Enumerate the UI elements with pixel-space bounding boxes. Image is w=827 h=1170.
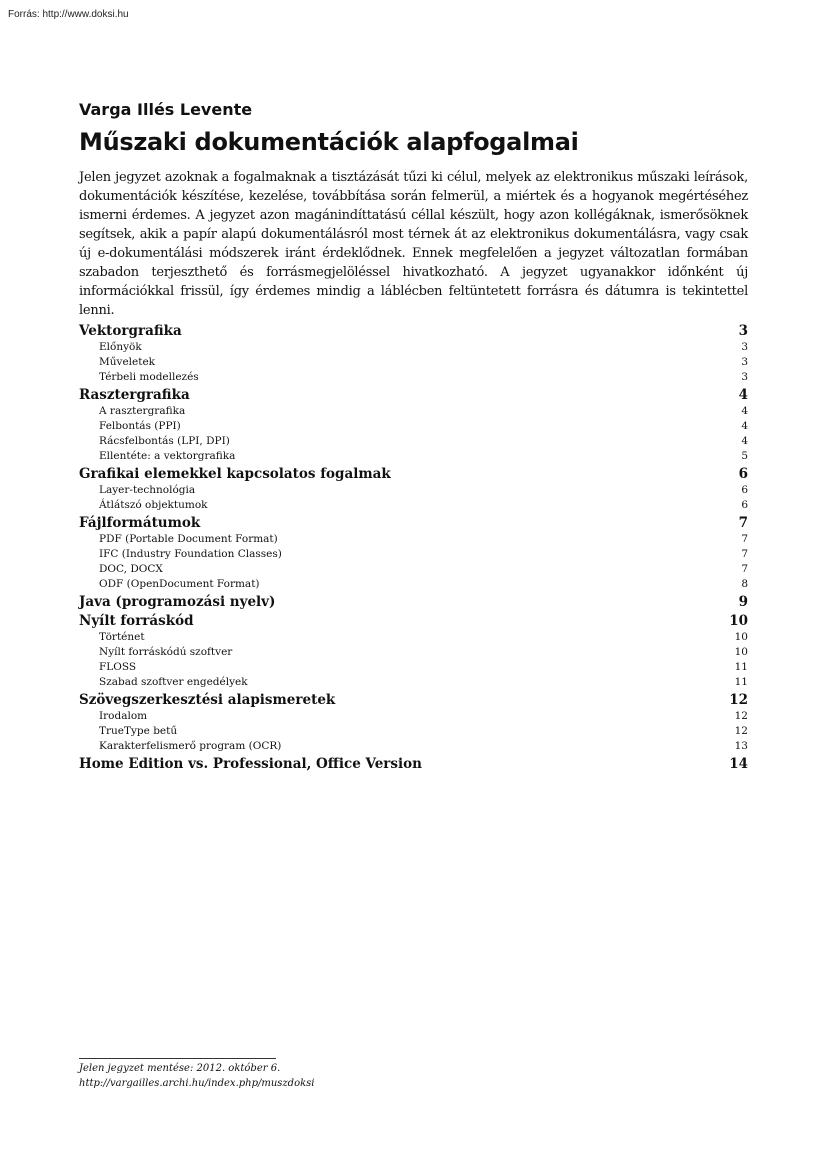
toc-entry-page: 4 — [738, 387, 748, 403]
toc-subentry-label: Irodalom — [99, 710, 148, 722]
toc-subentry-page: 13 — [734, 740, 748, 752]
toc-subentry[interactable] — [79, 434, 748, 449]
toc-entry-label: Grafikai elemekkel kapcsolatos fogalmak — [79, 466, 391, 482]
toc-subentry[interactable] — [79, 739, 748, 754]
toc-subentry[interactable] — [79, 630, 748, 645]
toc-entry-label: Java (programozási nyelv) — [79, 594, 276, 610]
toc-subentry-label: Szabad szoftver engedélyek — [99, 676, 248, 688]
toc-subentry-page: 7 — [741, 533, 748, 545]
toc-subentry[interactable] — [79, 483, 748, 498]
footnote-url[interactable]: http://vargailles.archi.hu/index.php/muszdoksi — [79, 1078, 315, 1089]
toc-subentry-page: 4 — [741, 435, 748, 447]
toc-subentry-label: Térbeli modellezés — [99, 371, 199, 383]
author-name: Varga Illés Levente — [79, 100, 253, 119]
toc-entry[interactable] — [79, 593, 748, 611]
document-title: Műszaki dokumentációk alapfogalmai — [79, 128, 579, 156]
toc-subentry[interactable] — [79, 340, 748, 355]
toc-subentry[interactable] — [79, 675, 748, 690]
toc-subentry-page: 7 — [741, 548, 748, 560]
toc-entry-label: Home Edition vs. Professional, Office Version — [79, 756, 422, 772]
toc-subentry[interactable] — [79, 577, 748, 592]
toc-entry[interactable] — [79, 691, 748, 709]
toc-entry-label: Fájlformátumok — [79, 515, 201, 531]
toc-subentry-label: Karakterfelismerő program (OCR) — [99, 740, 282, 752]
toc-subentry-label: Ellentéte: a vektorgrafika — [99, 450, 236, 462]
toc-subentry-page: 3 — [741, 356, 748, 368]
toc-subentry-label: Előnyök — [99, 341, 142, 353]
toc-subentry-label: DOC, DOCX — [99, 563, 163, 575]
toc-subentry[interactable] — [79, 709, 748, 724]
toc-subentry-page: 3 — [741, 341, 748, 353]
toc-subentry[interactable] — [79, 660, 748, 675]
toc-entry-page: 12 — [729, 692, 748, 708]
toc-subentry-page: 6 — [741, 499, 748, 511]
toc-entry-label: Vektorgrafika — [79, 323, 182, 339]
toc-subentry[interactable] — [79, 404, 748, 419]
toc-subentry-label: Műveletek — [99, 356, 156, 368]
table-of-contents — [79, 322, 748, 773]
toc-entry[interactable] — [79, 514, 748, 532]
toc-subentry-label: Történet — [99, 631, 145, 643]
toc-subentry-label: Layer-technológia — [99, 484, 196, 496]
toc-subentry-label: TrueType betű — [99, 725, 178, 737]
footnote-date: Jelen jegyzet mentése: 2012. október 6. — [79, 1063, 281, 1074]
toc-subentry-page: 11 — [734, 661, 748, 673]
toc-entry-page: 7 — [738, 515, 748, 531]
toc-entry-page: 6 — [738, 466, 748, 482]
toc-subentry-page: 10 — [734, 646, 748, 658]
toc-entry[interactable] — [79, 322, 748, 340]
toc-subentry[interactable] — [79, 370, 748, 385]
toc-entry[interactable] — [79, 755, 748, 773]
toc-subentry-page: 12 — [734, 710, 748, 722]
toc-entry-page: 3 — [738, 323, 748, 339]
toc-subentry-label: Nyílt forráskódú szoftver — [99, 646, 233, 658]
toc-subentry[interactable] — [79, 645, 748, 660]
footnote-rule — [79, 1058, 276, 1059]
footnote — [79, 1058, 379, 1091]
toc-subentry-page: 10 — [734, 631, 748, 643]
toc-entry-page: 14 — [729, 756, 748, 772]
toc-subentry-label: ODF (OpenDocument Format) — [99, 578, 260, 590]
toc-entry-page: 10 — [729, 613, 748, 629]
toc-subentry-page: 4 — [741, 405, 748, 417]
source-url: Forrás: http://www.doksi.hu — [8, 9, 129, 20]
toc-subentry[interactable] — [79, 532, 748, 547]
toc-subentry-label: IFC (Industry Foundation Classes) — [99, 548, 282, 560]
toc-entry-label: Rasztergrafika — [79, 387, 190, 403]
toc-subentry[interactable] — [79, 498, 748, 513]
toc-subentry[interactable] — [79, 419, 748, 434]
toc-subentry-page: 11 — [734, 676, 748, 688]
toc-subentry[interactable] — [79, 547, 748, 562]
toc-subentry-page: 4 — [741, 420, 748, 432]
toc-subentry-label: Átlátszó objektumok — [99, 499, 208, 511]
toc-subentry-label: Felbontás (PPI) — [99, 420, 181, 432]
toc-entry[interactable] — [79, 386, 748, 404]
toc-subentry-label: FLOSS — [99, 661, 137, 673]
toc-subentry-label: PDF (Portable Document Format) — [99, 533, 278, 545]
toc-subentry[interactable] — [79, 355, 748, 370]
toc-entry-page: 9 — [738, 594, 748, 610]
toc-subentry-label: Rácsfelbontás (LPI, DPI) — [99, 435, 230, 447]
toc-subentry-page: 3 — [741, 371, 748, 383]
toc-subentry-label: A rasztergrafika — [99, 405, 186, 417]
toc-subentry[interactable] — [79, 449, 748, 464]
toc-subentry-page: 6 — [741, 484, 748, 496]
toc-subentry[interactable] — [79, 724, 748, 739]
toc-subentry-page: 7 — [741, 563, 748, 575]
toc-subentry-page: 5 — [741, 450, 748, 462]
toc-subentry[interactable] — [79, 562, 748, 577]
intro-paragraph: Jelen jegyzet azoknak a fogalmaknak a tisztázását tűzi ki célul, melyek az elektronikus műszaki leírások, dokumentációk készítése, kezelése, továbbítása során felmerül, a miértek és a hogyanok megértéséhez ismerni érdemes. A jegyzet azon magánindíttatású céllal készült, hogy azon kollégáknak, ismerősöknek segítsek, akik a papír alapú dokumentálásról most térnek át az elektronikus dokumentálásra, vagy csak új e-dokumentálási módszerek iránt érdeklődnek. Ennek megfelelően a jegyzet változatlan formában szabadon terjeszthető és forrásmegjelöléssel hivatkozható. A jegyzet ugyanakkor időnként új információkkal frissül, így érdemes mindig a láblécben feltüntetett forrásra és dátumra is tekintettel lenni. — [79, 170, 748, 318]
toc-subentry-page: 12 — [734, 725, 748, 737]
toc-entry[interactable] — [79, 612, 748, 630]
toc-subentry-page: 8 — [741, 578, 748, 590]
toc-entry[interactable] — [79, 465, 748, 483]
document-page — [79, 100, 748, 773]
toc-entry-label: Szövegszerkesztési alapismeretek — [79, 692, 336, 708]
toc-entry-label: Nyílt forráskód — [79, 613, 194, 629]
